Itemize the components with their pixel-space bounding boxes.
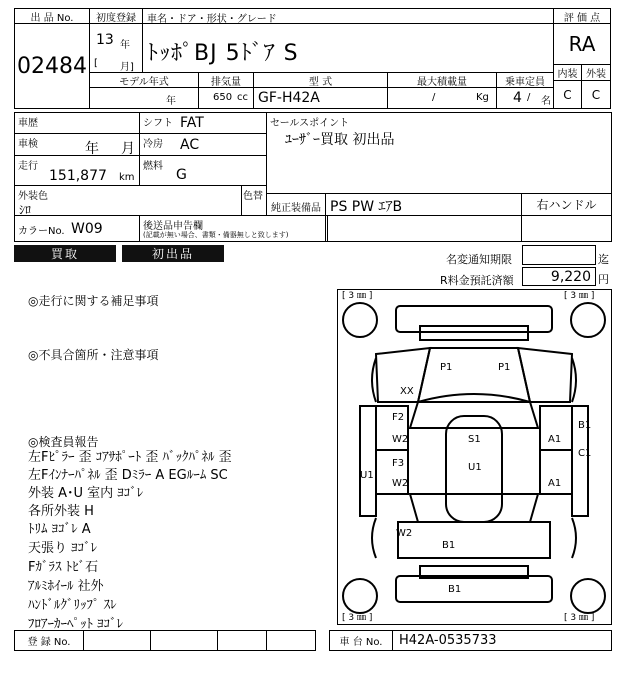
tire-rear-right [571,579,605,613]
tire-rear-left [343,579,377,613]
mark-p1-right: P1 [498,362,511,373]
exterior-grade: C [591,87,601,102]
mileage-cell [14,155,140,186]
recycle-unit: 円 [598,273,609,286]
mileage-label: 走行 [18,161,38,172]
report-line: ﾊﾝﾄﾞﾙｸﾞﾘｯﾌﾟ ｽﾚ [28,598,117,613]
fuel-value: G [176,167,187,183]
equipment-cell [325,193,522,216]
documents-cell [139,215,328,242]
recycle-value: 9,220 [550,269,591,285]
inspection-year-unit: 年 [85,141,99,157]
recolor-label: 色替 [243,191,263,202]
lot-number: 02484 [17,53,87,79]
tire-label-front-right: [ 3 ㎜ ] [564,291,595,301]
interior-grade: C [563,87,572,102]
lot-number-label-cell [14,8,90,24]
type-value: GF-H42A [258,90,320,106]
capacity-slash: / [527,92,531,103]
mark-f3: F3 [392,458,405,469]
right-rear-arch [572,518,576,558]
displacement-unit: cc [237,92,248,103]
blank-cell-a [325,215,522,242]
documents-label: 後送品申告欄 [143,221,203,232]
name-change-unit: 迄 [598,253,609,266]
fuel-cell [139,155,267,186]
displacement-label: 排気量 [211,76,241,88]
mark-w2-c: W2 [396,528,413,539]
tire-label-rear-left: [ 3 ㎜ ] [342,613,373,623]
rear-window [410,494,538,522]
ac-cell [139,133,267,156]
windshield [410,394,538,428]
registration-number-box-1 [83,630,151,651]
car-name-cell [142,23,554,73]
documents-note: (記載が無い場合、書類・備器無しと致します) [143,231,289,239]
rear-bumper [396,576,552,602]
interior-label-cell [553,64,582,81]
chassis-number-label-cell [329,630,393,651]
model-year-unit: 年 [166,96,176,107]
capacity-value: 4 [513,90,522,106]
capacity-label-cell [496,72,554,88]
exterior-color-label: 外装色 [18,191,48,202]
equipment-label: 純正装備品 [271,203,321,214]
shift-value: FAT [180,115,204,131]
shift-cell [139,112,267,134]
sales-point-label: セールスポイント [270,118,350,129]
mileage-value: 151,877 [49,168,107,184]
recolor-cell [241,185,267,216]
blank-cell-b [521,215,612,242]
report-line: 各所外装 H [28,504,94,519]
car-name-label-cell [142,8,554,24]
first-registration-month-unit: 月] [120,62,134,73]
car-name: ﾄｯﾎﾟBJ 5ﾄﾞｱ S [147,41,299,66]
recycle-label: R料金預託済額 [440,274,514,287]
interior-grade-cell [553,80,582,109]
inspection-month-unit: 月 [121,141,135,157]
rating-label: 評 価 点 [563,12,601,24]
type-cell [253,87,388,109]
rating-cell [553,23,611,65]
exterior-label-cell [581,64,611,81]
report-line: Fｶﾞﾗｽ ﾄﾋﾞ石 [28,560,99,575]
capacity-unit: 名 [541,96,551,107]
mark-b1-bumper: B1 [448,584,462,595]
color-number-value: W09 [71,221,103,237]
left-side-body [360,406,376,516]
ac-label: 冷房 [143,139,163,150]
mark-f2: F2 [392,412,405,423]
report-line: ﾄﾘﾑ ﾖｺﾞﾚ A [28,522,91,537]
chassis-number-label: 車 台 No. [339,637,383,648]
car-diagram-frame [337,289,612,625]
interior-label: 内装 [557,69,578,80]
steering-value: 右ハンドル [536,198,597,212]
steering-cell [521,193,612,216]
displacement-label-cell [198,72,254,88]
shift-label: シフト [143,118,173,129]
load-cell [387,87,497,109]
tailgate [398,522,550,558]
first-registration-cell [89,23,143,73]
first-registration-year-unit: 年 [120,40,130,51]
mark-c1: C1 [578,448,592,459]
lot-number-cell [14,23,90,109]
left-rear-arch [372,518,376,558]
mark-a1-b: A1 [548,478,562,489]
right-front-arch [572,358,576,402]
recycle-box [522,267,596,286]
right-front-fender [518,348,572,402]
report-line: ﾌﾛｱｰｶｰﾍﾟｯﾄ ﾖｺﾞﾚ [28,617,124,632]
load-label: 最大積載量 [417,76,467,88]
mark-b1-bottom: B1 [442,540,456,551]
report-line: ｱﾙﾐﾎｲｰﾙ 社外 [28,579,104,594]
report-line: 天張り ﾖｺﾞﾚ [28,541,98,556]
tag-first-listing: 初出品 [122,245,224,262]
tire-front-right [571,303,605,337]
mark-w2-b: W2 [392,478,409,489]
name-change-label: 名変通知期限 [446,253,512,266]
type-label-cell [253,72,388,88]
type-label: 型 式 [308,76,333,88]
registration-number-label: 登 録 No. [27,637,71,648]
registration-number-box-4 [266,630,316,651]
first-registration-year: 13 [96,32,114,48]
driving-notes-label: ◎走行に関する補足事項 [28,294,159,308]
mark-b1-right: B1 [578,420,592,431]
chassis-number-cell [392,630,612,651]
mark-u1-center: U1 [468,462,482,473]
exterior-label: 外装 [586,69,606,80]
report-line: 左Fﾋﾟﾗｰ 歪 ｺｱｻﾎﾟｰﾄ 歪 ﾊﾞｯｸﾊﾟﾈﾙ 歪 [28,450,232,465]
exterior-grade-cell [581,80,611,109]
tire-front-left [343,303,377,337]
registration-number-label-cell [14,630,84,651]
first-registration-month-open: [ [94,58,98,69]
equipment-value: PS PW ｴｱB [330,199,403,215]
mark-a1-a: A1 [548,434,562,445]
tire-label-rear-right: [ 3 ㎜ ] [564,613,595,623]
mark-s1: S1 [468,434,481,445]
inspection-label: 車検 [18,139,38,150]
car-diagram [338,290,611,624]
car-name-label: 車名・ドア・形状・グレード [147,14,277,25]
first-registration-label: 初度登録 [96,12,136,24]
defects-label: ◎不具合箇所・注意事項 [28,348,159,362]
mark-w2-a: W2 [392,434,409,445]
tire-label-front-left: [ 3 ㎜ ] [342,291,373,301]
name-change-box [522,245,596,265]
report-line: 外装 A･U 室内 ﾖｺﾞﾚ [28,486,144,501]
capacity-cell [496,87,554,109]
rating-label-cell [553,8,611,24]
left-front-arch [372,358,376,402]
model-year-label: モデル年式 [119,76,169,88]
rating-value: RA [568,32,596,56]
mark-u1-left: U1 [360,470,374,481]
registration-number-box-3 [217,630,267,651]
exterior-color-cell [14,185,242,216]
displacement-value: 650 [213,92,233,103]
inspection-cell [14,133,140,156]
exterior-color-value: ｼﾛ [19,203,32,217]
sales-point-value: ﾕｰｻﾞｰ買取 初出品 [285,132,395,148]
fuel-label: 燃料 [143,161,163,172]
sales-point-cell [266,112,612,194]
load-label-cell [387,72,497,88]
equipment-label-cell [266,193,326,216]
lot-number-label: 出 品 No. [30,12,74,24]
registration-number-box-2 [150,630,218,651]
mileage-unit: km [119,172,135,183]
model-year-label-cell [89,72,199,88]
report-line: 左Fｲﾝﾅｰﾊﾟﾈﾙ 歪 Dﾐﾗｰ A EGﾙｰﾑ SC [28,468,228,483]
mark-p1-left: P1 [440,362,453,373]
history-label: 車歴 [18,118,38,129]
history-cell [14,112,140,134]
load-unit: Kg [476,92,489,103]
mark-xx: XX [400,386,414,397]
chassis-number-value: H42A-0535733 [399,633,497,648]
load-slash: / [432,92,436,103]
displacement-cell [198,87,254,109]
ac-value: AC [180,137,200,153]
capacity-label: 乗車定員 [505,76,545,88]
color-number-label: カラーNo. [18,226,65,237]
tag-purchase: 買取 [14,245,116,262]
color-number-cell [14,215,140,242]
first-registration-label-cell [89,8,143,24]
model-year-cell [89,87,199,109]
inspector-report-label: ◎検査員報告 [28,435,99,449]
